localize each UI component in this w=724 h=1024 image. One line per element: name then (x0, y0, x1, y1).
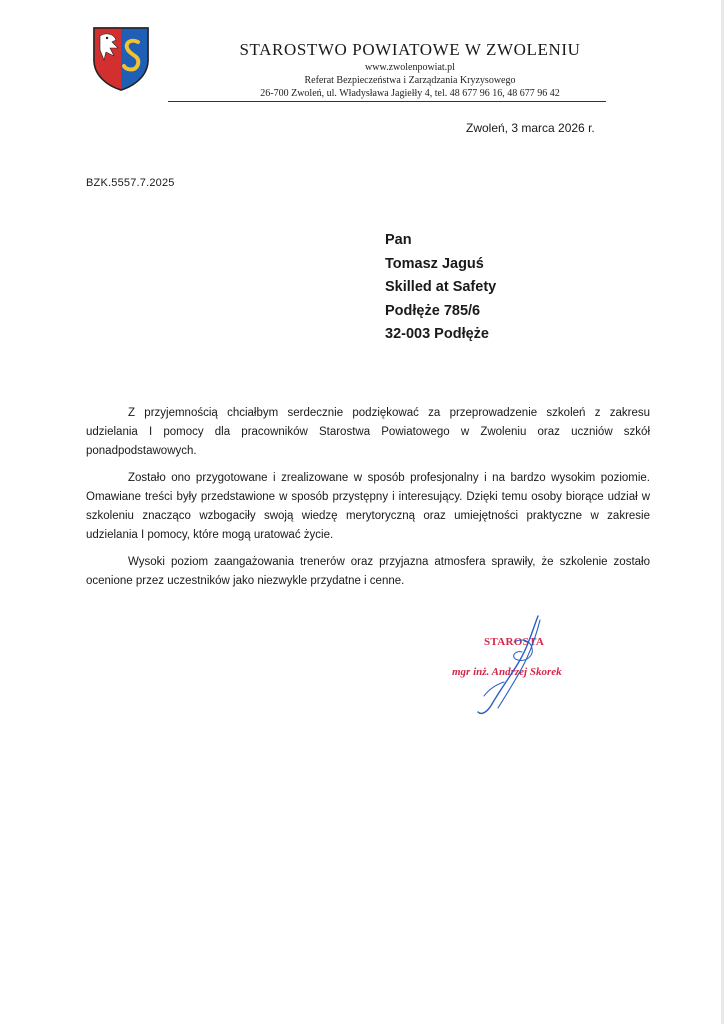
body-paragraph: Wysoki poziom zaangażowania trenerów oraz przyjazna atmosfera sprawiły, że szkolenie zostało ocenione przez uczestników jako niezwykle przydatne i cenne. (86, 556, 650, 587)
recipient-city: 32-003 Podłęże (385, 326, 489, 342)
letterhead-divider (168, 101, 606, 102)
office-address: 26-700 Zwoleń, ul. Władysława Jagiełły 4, tel. 48 677 96 16, 48 677 96 42 (260, 88, 560, 99)
body-paragraph: Zostało ono przygotowane i zrealizowane w sposób profesjonalny i na bardzo wysokim poziomie. Omawiane treści były przedstawione w sposób przystępny i interesujący. Dzięki temu osoby biorące udział w szkoleniu znacząco wzbogaciły swoją wiedzę merytoryczną oraz umiejętności praktyczne w zakresie udzielania I pomocy, które mogą uratować życie. (86, 472, 650, 541)
office-department: Referat Bezpieczeństwa i Zarządzania Kryzysowego (304, 75, 516, 86)
office-website: www.zwolenpowiat.pl (365, 62, 455, 73)
recipient-block (385, 229, 496, 347)
recipient-street: Podłęże 785/6 (385, 302, 481, 319)
letter-date: Zwoleń, 3 marca 2026 r. (466, 121, 595, 135)
letter-body (86, 404, 650, 599)
body-paragraph: Z przyjemnością chciałbym serdecznie podziękować za przeprowadzenie szkoleń z zakresu udzielania I pomocy dla pracowników Starostwa Powiatowego w Zwoleniu oraz uczniów szkół ponadpodstawowych. (86, 407, 650, 457)
recipient-company: Skilled at Safety (385, 279, 497, 295)
coat-of-arms-icon (92, 26, 150, 92)
stamp-title: STAROSTA (484, 636, 545, 648)
office-title: STAROSTWO POWIATOWE W ZWOLENIU (239, 40, 581, 59)
recipient-name: Tomasz Jaguś (385, 255, 484, 272)
reference-number: BZK.5557.7.2025 (86, 177, 175, 189)
stamp-name: mgr inż. Andrzej Skorek (452, 666, 562, 678)
recipient-salutation: Pan (385, 232, 412, 248)
handwritten-signature (470, 612, 560, 718)
